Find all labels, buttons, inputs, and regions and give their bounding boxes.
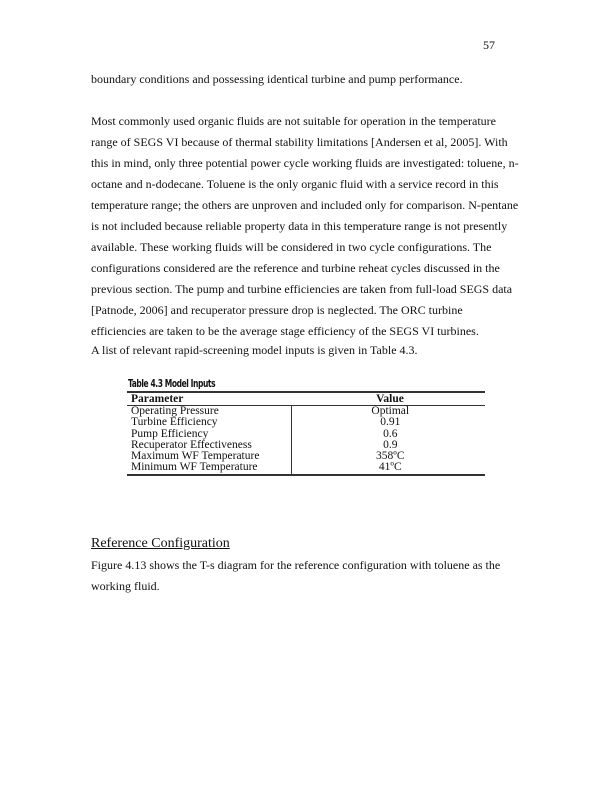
column-header-value: Value: [291, 392, 485, 406]
paragraph-line: range of SEGS VI because of thermal stability limitations [Andersen et al, 2005]. With: [91, 135, 508, 149]
page-number: 57: [483, 38, 495, 52]
paragraph-line: configurations considered are the reference and turbine reheat cycles discussed in the: [91, 261, 500, 275]
paragraph-line: previous section. The pump and turbine efficiencies are taken from full-load SEGS data: [91, 282, 513, 296]
parameter-cell: Recuperator Effectiveness: [131, 438, 252, 451]
value-cell: 358ºC: [291, 451, 485, 462]
paragraph-line: working fluid.: [91, 579, 160, 593]
value-cell: 41ºC: [291, 462, 485, 474]
paragraph-line: Most commonly used organic fluids are not suitable for operation in the temperature: [91, 114, 497, 128]
paragraph-line: A list of relevant rapid-screening model inputs is given in Table 4.3.: [91, 343, 418, 357]
parameter-cell: Pump Efficiency: [131, 427, 209, 440]
paragraph-line: efficiencies are taken to be the average stage efficiency of the SEGS VI turbines.: [91, 324, 479, 338]
parameter-cell: Operating Pressure: [131, 405, 219, 417]
parameter-cell: Turbine Efficiency: [131, 416, 218, 429]
table-row: [127, 462, 485, 474]
paragraph-line: is not included because reliable property data in this temperature range is not presently: [91, 219, 508, 233]
table-header-row: [127, 392, 485, 406]
paragraph-line: available. These working fluids will be considered in two cycle configurations. The: [91, 240, 492, 254]
paragraph-line: Figure 4.13 shows the T-s diagram for the reference configuration with toluene as the: [91, 558, 501, 572]
table-row: [127, 417, 485, 428]
parameter-cell: Minimum WF Temperature: [127, 462, 291, 474]
paragraph-line: octane and n-dodecane. Toluene is the only organic fluid with a service record in this: [91, 177, 499, 191]
model-inputs-table: [127, 391, 485, 476]
parameter-cell: Maximum WF Temperature: [131, 450, 260, 463]
paragraph-line: this in mind, only three potential power cycle working fluids are investigated: toluene, n-: [91, 156, 519, 170]
section-heading: Reference Configuration: [91, 536, 230, 551]
table-caption: Table 4.3 Model Inputs: [128, 378, 216, 390]
paragraph-line: boundary conditions and possessing identical turbine and pump performance.: [91, 72, 463, 86]
value-cell: Optimal: [291, 406, 485, 418]
paragraph-line: temperature range; the others are unproven and included only for comparison. N-pentane: [91, 198, 519, 212]
column-header-parameter: Parameter: [127, 392, 291, 406]
value-cell: 0.9: [291, 440, 485, 451]
value-cell: 0.91: [291, 417, 485, 428]
paragraph-line: [Patnode, 2006] and recuperator pressure drop is neglected. The ORC turbine: [91, 303, 463, 317]
value-cell: 0.6: [291, 429, 485, 440]
